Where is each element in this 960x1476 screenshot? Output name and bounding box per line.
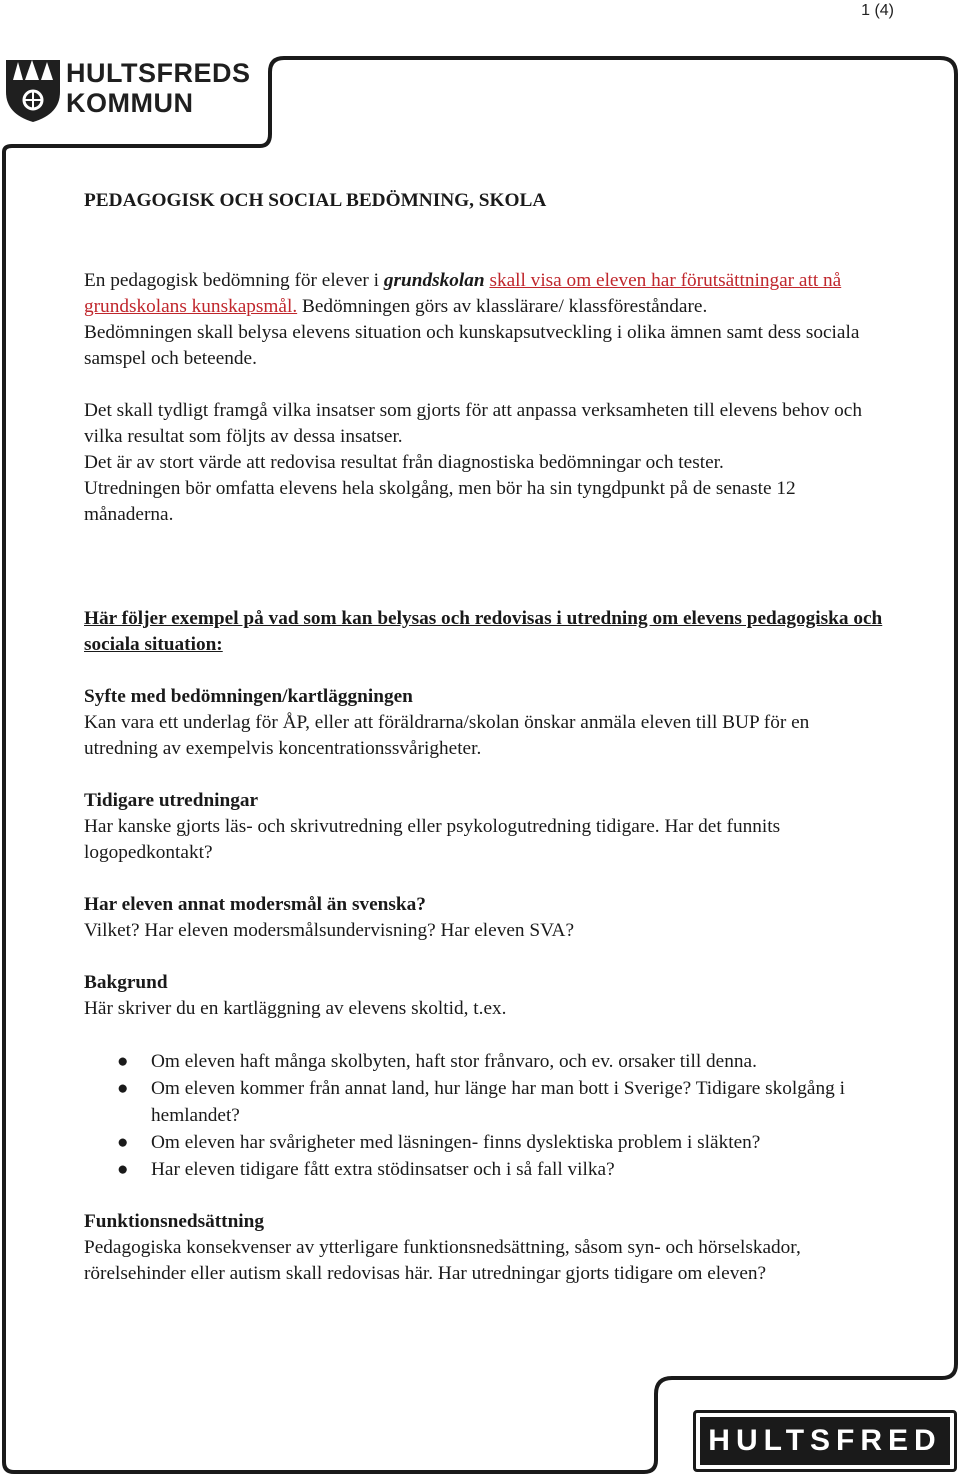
section-heading: Funktionsnedsättning (84, 1211, 265, 1232)
list-item-text: Har eleven tidigare fått extra stödinsatser och i så fall vilka? (151, 1159, 615, 1180)
section-heading: Har eleven annat modersmål än svenska? (84, 894, 426, 915)
bullet-icon: ● (117, 1078, 129, 1099)
section-text: Kan vara ett underlag för ÅP, eller att föräldrarna/skolan önskar anmäla eleven till BUP för en utredning av exempelvis koncentrationssvårigheter. (84, 712, 810, 759)
section-text: Här skriver du en kartläggning av elevens skoltid, t.ex. (84, 998, 507, 1019)
section-text: Har kanske gjorts läs- och skrivutredning eller psykologutredning tidigare. Har det funnits logopedkontakt? (84, 816, 781, 863)
municipality-logo-text (66, 58, 251, 118)
background-bullet-list (84, 1048, 884, 1183)
footer-brand-logo (693, 1410, 957, 1472)
para2-line-3: Utredningen bör omfatta elevens hela skolgång, men bör ha sin tyngdpunkt på de senaste 12 månaderna. (84, 478, 796, 525)
list-item (84, 1156, 884, 1183)
section-heading: Bakgrund (84, 972, 168, 993)
logo-line-1: HULTSFREDS (66, 58, 251, 88)
intro-link[interactable]: skall visa om eleven har förutsättningar att nå grundskolans kunskapsmål. (84, 270, 842, 317)
intro-paragraph (84, 268, 884, 320)
section-text: Vilket? Har eleven modersmålsundervisning? Har eleven SVA? (84, 920, 575, 941)
list-item (84, 1075, 884, 1129)
bullet-icon: ● (117, 1159, 129, 1180)
bullet-icon: ● (117, 1132, 129, 1153)
document-title: PEDAGOGISK OCH SOCIAL BEDÖMNING, SKOLA (84, 190, 547, 211)
para2-line-2: Det är av stort värde att redovisa resultat från diagnostiska bedömningar och tester. (84, 452, 724, 473)
list-item (84, 1129, 884, 1156)
list-item-text: Om eleven haft många skolbyten, haft stor frånvaro, och ev. orsaker till denna. (151, 1051, 757, 1072)
list-item (84, 1048, 884, 1075)
intro-text-2: Bedömningen görs av klasslärare/ klassföreståndare. (297, 296, 708, 317)
section-heading: Syfte med bedömningen/kartläggningen (84, 686, 413, 707)
list-item-text: Om eleven har svårigheter med läsningen- finns dyslektiska problem i släkten? (151, 1132, 761, 1153)
document-body (84, 186, 884, 1287)
footer-brand-text: HULTSFRED (700, 1417, 950, 1465)
intro-emphasis: grundskolan (383, 270, 485, 291)
logo-line-2: KOMMUN (66, 88, 194, 118)
page-number: 1 (4) (861, 2, 894, 19)
para2-line-1: Det skall tydligt framgå vilka insatser som gjorts för att anpassa verksamheten till elevens behov och vilka resultat som följts av dessa insatser. (84, 400, 863, 447)
list-item-text: Om eleven kommer från annat land, hur länge har man bott i Sverige? Tidigare skolgång i hemlandet? (151, 1078, 845, 1126)
intro-line-2: Bedömningen skall belysa elevens situation och kunskapsutveckling i olika ämnen samt dess sociala samspel och beteende. (84, 322, 860, 369)
intro-text-1: En pedagogisk bedömning för elever i (84, 270, 384, 291)
section-heading: Tidigare utredningar (84, 790, 259, 811)
bullet-icon: ● (117, 1051, 129, 1072)
section-text: Pedagogiska konsekvenser av ytterligare funktionsnedsättning, såsom syn- och hörselskador, rörelsehinder eller autism skall redovisas här. Har utredningar gjorts tidigare om eleven? (84, 1237, 801, 1284)
examples-heading: Här följer exempel på vad som kan belysas och redovisas i utredning om elevens pedagogiska och sociala situation: (84, 608, 883, 655)
